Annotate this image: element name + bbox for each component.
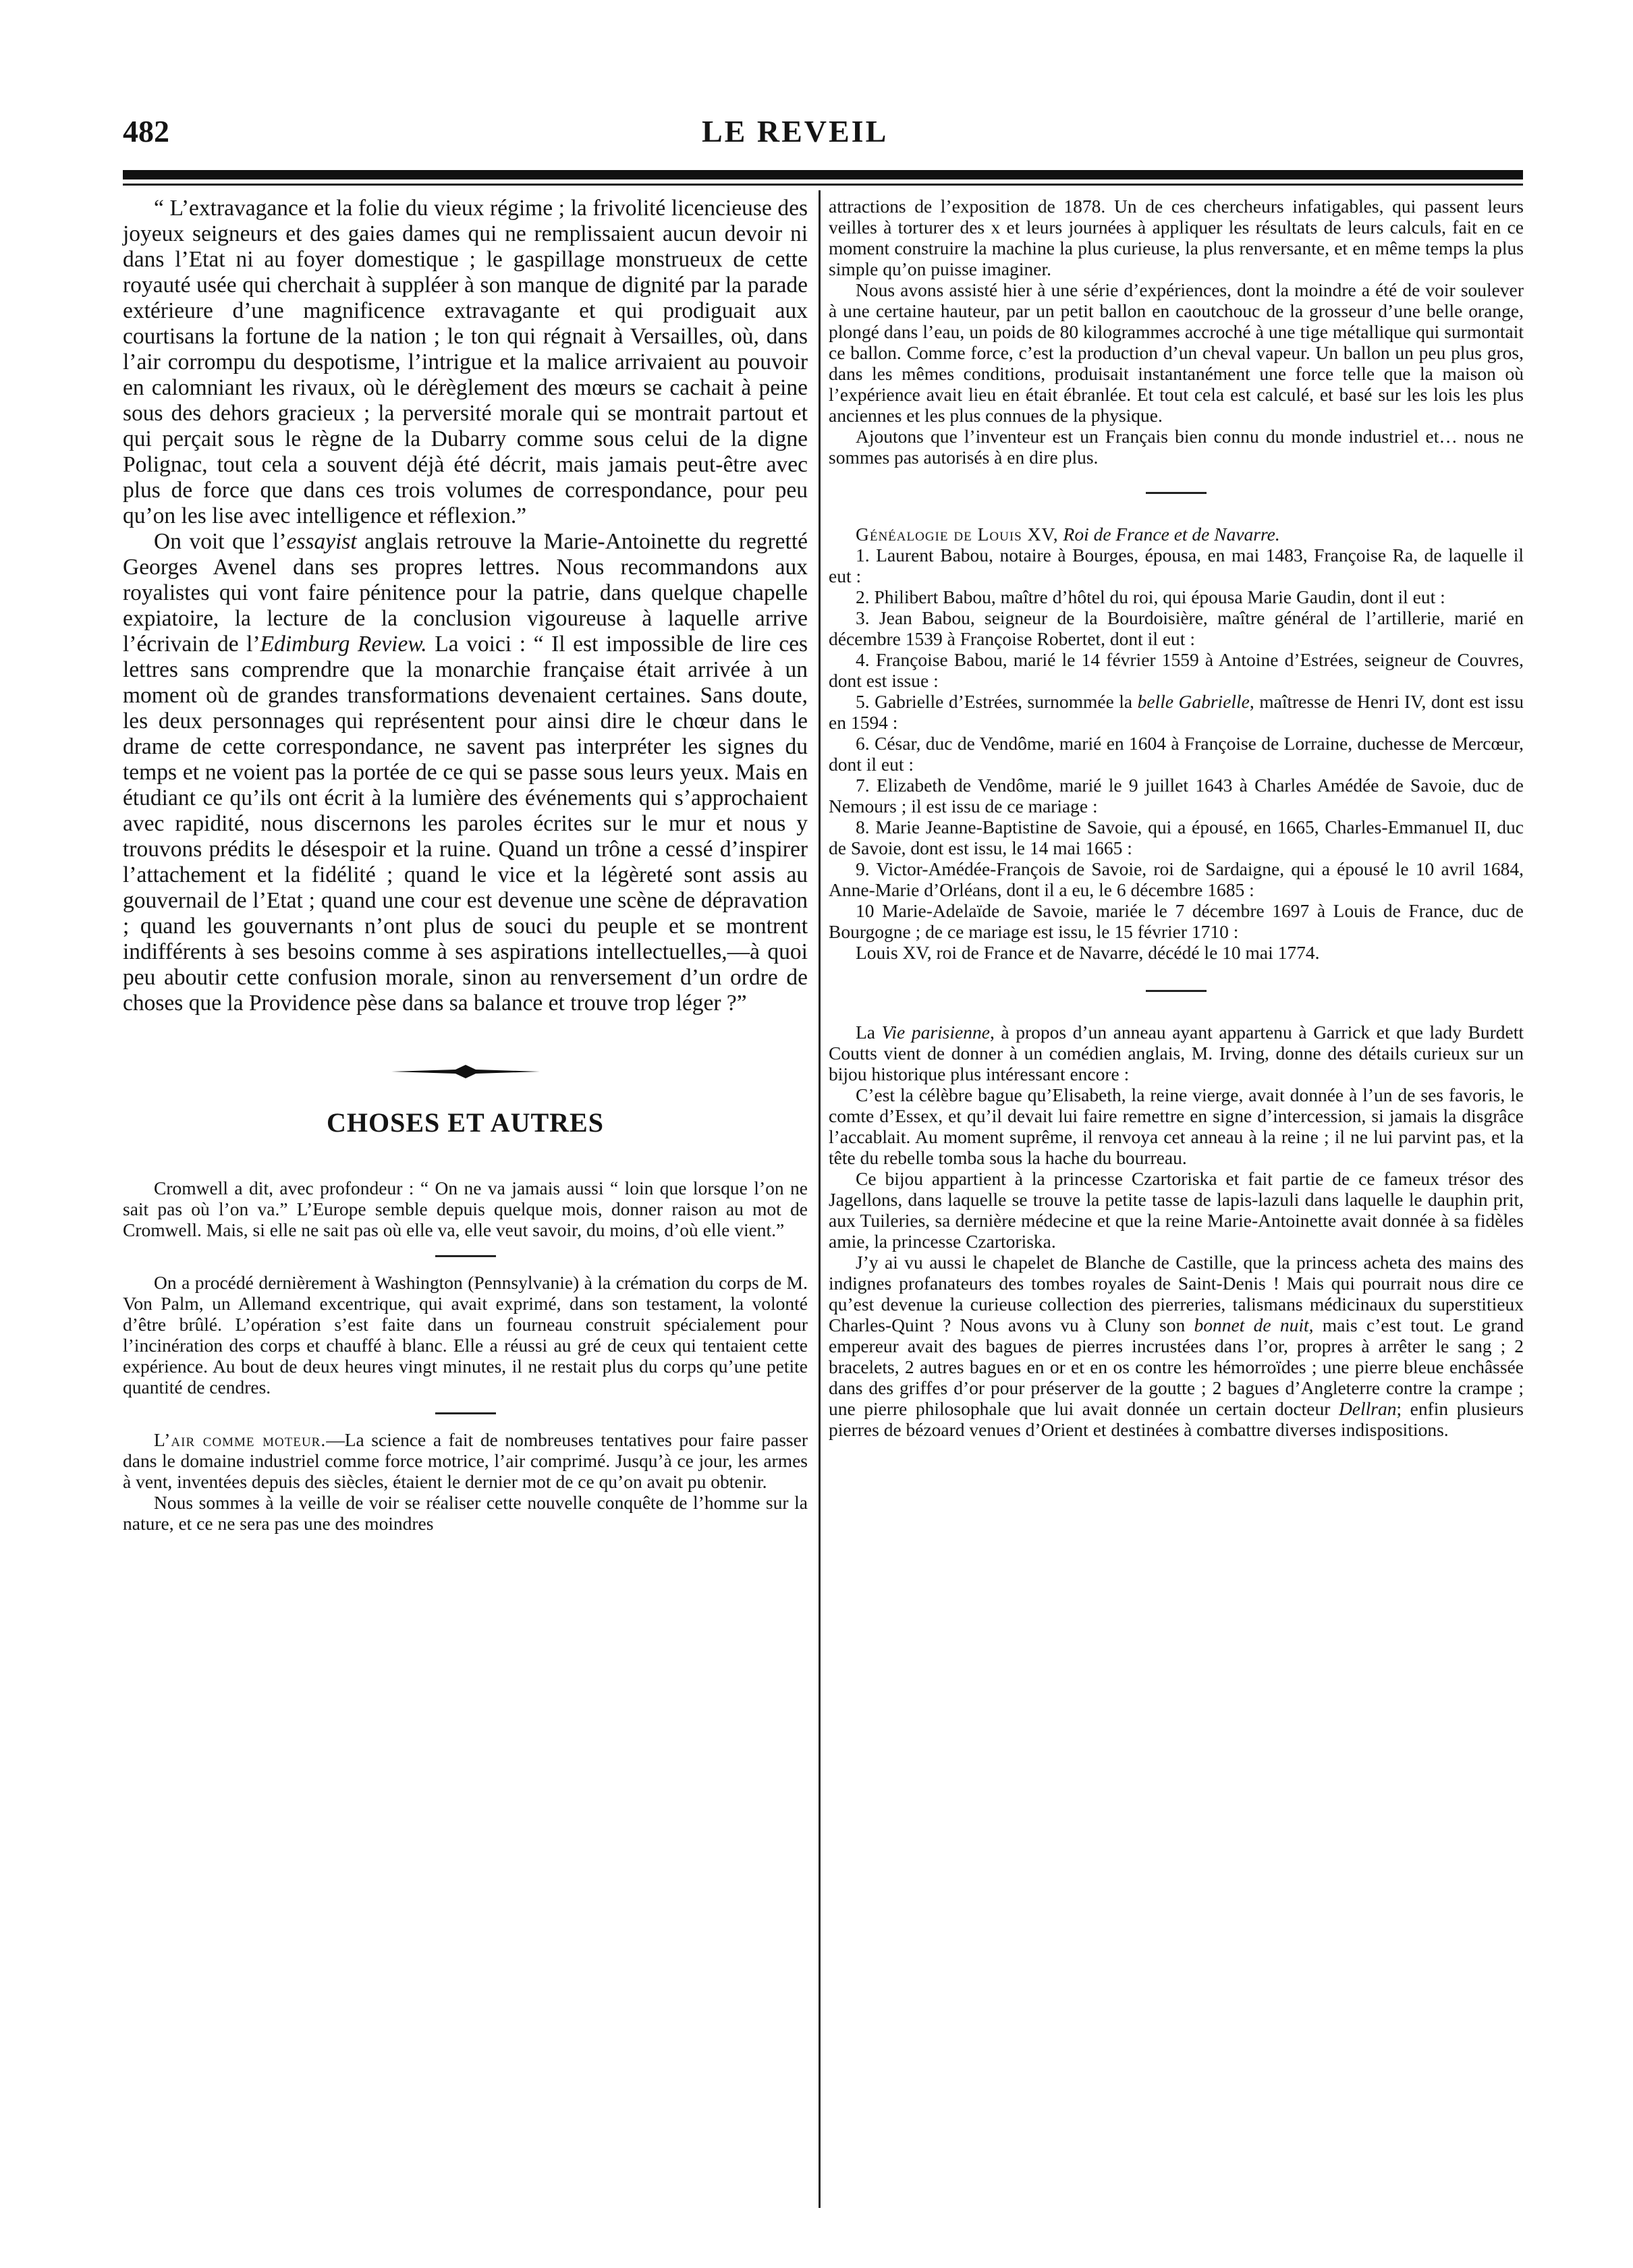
cromwell-paragraph: Cromwell a dit, avec profondeur : “ On ne va jamais aussi “ loin que lorsque l’on ne sait pas où l’on va.” L’Europe semble depuis quelque mois, donner raison au mot de Cromwell. Mais, si elle ne sait pas où elle va, elle veut savoir, du moins, d’où elle vient.”	[123, 1178, 808, 1240]
genealogie-item: 10 Marie-Adelaïde de Savoie, mariée le 7 décembre 1697 à Louis de France, duc de Bourgogne ; de ce mariage est issu, le 15 février 1710 :	[829, 900, 1524, 942]
ajoutons-paragraph: Ajoutons que l’inventeur est un Français bien connu du monde industriel et… nous ne sommes pas autorisés à en dire plus.	[829, 426, 1524, 468]
cremation-paragraph: On a procédé dernièrement à Washington (Pennsylvanie) à la crémation du corps de M. Von Palm, un Allemand excentrique, qui avait exprimé, dans son testament, la volonté d’être brûlé. L’opération s’est faite dans un fourneau construit spécialement pour l’incinération des corps et chauffé à blanc. Elle a réussi au gré de ceux qui tentaient cette expérience. Au bout de deux heures vingt minutes, il ne restait plus du corps qu’une petite quantité de cendres.	[123, 1272, 808, 1398]
chapelet-paragraph: J’y ai vu aussi le chapelet de Blanche de Castille, que la princess acheta des mains des indignes profanateurs des tombes royales de Saint-Denis ! Mais qui pourrait nous dire ce qu’est devenue la curieuse collection des pierreries, talismans médicinaux du superstitieux Charles-Quint ? Nous avons vu à Cluny son bonnet de nuit, mais c’est tout. Le grand empereur avait des bagues de pierres incrustées dans l’or, propres à arrêter le sang ; 2 bracelets, 2 autres bagues en or et en os contre les hémorroïdes ; une pierre bleue enchâssée dans des griffes d’or pour préserver de la goutte ; 2 bagues d’Angleterre contre la crampe ; une pierre philosophale que lui avait donnée un certain docteur Dellran; enfin plusieurs pierres de bézoard venues d’Orient et destinées à combattre diverses indispositions.	[829, 1252, 1524, 1440]
section-heading: CHOSES ET AUTRES	[327, 1107, 604, 1138]
running-title: LE REVEIL	[702, 114, 889, 148]
header-rule-thick	[123, 170, 1523, 179]
vie-parisienne-paragraph: La Vie parisienne, à propos d’un anneau ayant appartenu à Garrick et que lady Burdett Coutts vient de donner à un comédien anglais, M. Irving, donne des détails curieux sur un bijou historique plus intéressant encore :	[829, 1022, 1524, 1084]
essayist-paragraph: On voit que l’essayist anglais retrouve la Marie-Antoinette du regretté Georges Avenel dans ses propres lettres. Nous recommandons aux royalistes qui vont faire pénitence pour la patrie, dans quelque chapelle expiatoire, la lecture de la conclusion vigoureuse à laquelle arrive l’écrivain de l’Edimburg Review. La voici : “ Il est impossible de lire ces lettres sans comprendre que la monarchie française était arrivée à un moment où de grandes transformations devenaient certaines. Sans doute, les deux personnages qui représentent pour ainsi dire le chœur dans le drame de cette correspondance, ne savent pas interpréter les signes du temps et ne voient pas la portée de ce qui se passe sous leurs yeux. Mais en étudiant ce qu’ils ont écrit à la lumière des événements qui s’approchaient avec rapidité, nous discernons les paroles écrites sur le mur et nous y trouvons prédits le désespoir et la ruine. Quand un trône a cessé d’inspirer l’attachement et la fidélité ; quand le vice et la légèreté sont assis au gouvernail de l’Etat ; quand une cour est devenue une scène de dépravation ; quand les gouvernants n’ont plus de souci du peuple et se montrent indifférents à ses besoins comme à ses aspirations intellectuelles,—à quoi peu aboutir cette confusion morale, sinon au renversement d’un ordre de choses que la Providence pèse dans sa balance et trouve trop léger ?”	[123, 529, 808, 1016]
right-column	[829, 196, 1524, 1440]
short-rule	[435, 1255, 496, 1257]
bague-paragraph: C’est la célèbre bague qu’Elisabeth, la reine vierge, avait donnée à l’un de ses favoris, le comte d’Essex, et qu’il devait lui faire remettre en signe d’intercession, si jamais la disgrâce l’accablait. Au moment suprême, il renvoya cet anneau à la reine ; il ne lui parvint pas, et la tête du rebelle tomba sous la hache du bourreau.	[829, 1084, 1524, 1168]
genealogie-item: 2. Philibert Babou, maître d’hôtel du roi, qui épousa Marie Gaudin, dont il eut :	[856, 586, 1445, 607]
air-moteur-paragraph-2: Nous sommes à la veille de voir se réaliser cette nouvelle conquête de l’homme sur la nature, et ce ne sera pas une des moindres	[123, 1492, 808, 1534]
genealogie-title: Généalogie de Louis XV, Roi de France et de Navarre.	[856, 524, 1280, 545]
genealogie-item: 7. Elizabeth de Vendôme, marié le 9 juillet 1643 à Charles Amédée de Savoie, duc de Nemours ; il est issu de ce mariage :	[829, 775, 1524, 817]
genealogie-item: 9. Victor-Amédée-François de Savoie, roi de Sardaigne, qui a épousé le 10 avril 1684, Anne-Marie d’Orléans, dont il a eu, le 6 décembre 1685 :	[829, 858, 1524, 900]
genealogie-item: 4. Françoise Babou, marié le 14 février 1559 à Antoine d’Estrées, seigneur de Couvres, dont est issue :	[829, 649, 1524, 691]
genealogie-item: Louis XV, roi de France et de Navarre, décédé le 10 mai 1774.	[856, 942, 1320, 963]
genealogie-item: 3. Jean Babou, seigneur de la Bourdoisière, maître général de l’artillerie, marié en décembre 1539 à Françoise Robertet, dont il eut :	[829, 607, 1524, 649]
short-rule	[1146, 492, 1207, 494]
genealogie-item: 5. Gabrielle d’Estrées, surnommée la belle Gabrielle, maîtresse de Henri IV, dont est issu en 1594 :	[829, 691, 1524, 733]
bijou-paragraph: Ce bijou appartient à la princesse Czartoriska et fait partie de ce fameux trésor des Jagellons, dans laquelle se trouve la petite tasse de lapis-lazuli dans laquelle le dauphin prit, aux Tuileries, sa dernière médecine et que la reine Marie-Antoinette avait donnée à sa fidèles amie, la princesse Czartoriska.	[829, 1168, 1524, 1252]
page-number: 482	[123, 114, 169, 148]
genealogie-item: 1. Laurent Babou, notaire à Bourges, épousa, en mai 1483, Françoise Ra, de laquelle il eut :	[829, 545, 1524, 586]
air-continuation: attractions de l’exposition de 1878. Un de ces chercheurs infatigables, qui passent leurs veilles à torturer des x et leurs journées à appliquer les résultats de leurs calculs, fait en ce moment construire la machine la plus curieuse, la plus renversante, et en même temps la plus simple qu’on puisse imaginer.	[829, 196, 1524, 279]
quote-paragraph: “ L’extravagance et la folie du vieux régime ; la frivolité licencieuse des joyeux seigneurs et des gaies dames qui ne remplissaient aucun devoir ni dans l’Etat ni au foyer domestique ; le gaspillage monstrueux de cette royauté usée qui cherchait à suppléer à son manque de dignité par la parade extérieure d’une magnificence extravagante et qui prodiguait aux courtisans la fortune de la nation ; le ton qui régnait à Versailles, où, dans l’air corrompu du despotisme, l’intrigue et la malice arrivaient au pouvoir en calomniant les rivaux, où le dérèglement des mœurs se cachait à peine sous des dehors gracieux ; la perversité morale qui se montrait partout et qui perçait sous le règne de la Dubarry comme sous celui de la digne Polignac, tout cela a souvent déjà été décrit, mais jamais peut-être avec plus de force que dans ces trois volumes de correspondance, pour peu qu’on les lise avec intelligence et réflexion.”	[123, 196, 808, 528]
experiences-paragraph: Nous avons assisté hier à une série d’expériences, dont la moindre a été de voir soulever à une certaine hauteur, par un petit ballon en caoutchouc de la grosseur d’une belle orange, plongé dans l’eau, un poids de 80 kilogrammes accroché à une tige métallique qui surmontait ce ballon. Comme force, c’est la production d’un cheval vapeur. Un ballon un peu plus gros, dans les mêmes conditions, produisait instantanément une force telle que la maison où l’expérience avait lieu en était ébranlée. Et tout cela est calculé, et basé sur les lois les plus anciennes et les plus connues de la physique.	[829, 279, 1524, 426]
ornament-divider	[391, 1063, 540, 1080]
short-rule	[435, 1412, 496, 1414]
genealogie-item: 6. César, duc de Vendôme, marié en 1604 à Françoise de Lorraine, duchesse de Mercœur, dont il eut :	[829, 733, 1524, 775]
genealogie-item: 8. Marie Jeanne-Baptistine de Savoie, qui a épousé, en 1665, Charles-Emmanuel II, duc de Savoie, dont est issu, le 14 mai 1665 :	[829, 817, 1524, 858]
left-column	[123, 196, 808, 1534]
header-rule-thin	[123, 184, 1523, 186]
column-divider	[819, 190, 821, 2208]
short-rule	[1146, 990, 1207, 992]
air-moteur-paragraph: L’air comme moteur.—La science a fait de nombreuses tentatives pour faire passer dans le domaine industriel comme force motrice, l’air comprimé. Jusqu’à ce jour, les armes à vent, inventées depuis des siècles, étaient le dernier mot de ce qu’on avait pu obtenir.	[123, 1429, 808, 1492]
